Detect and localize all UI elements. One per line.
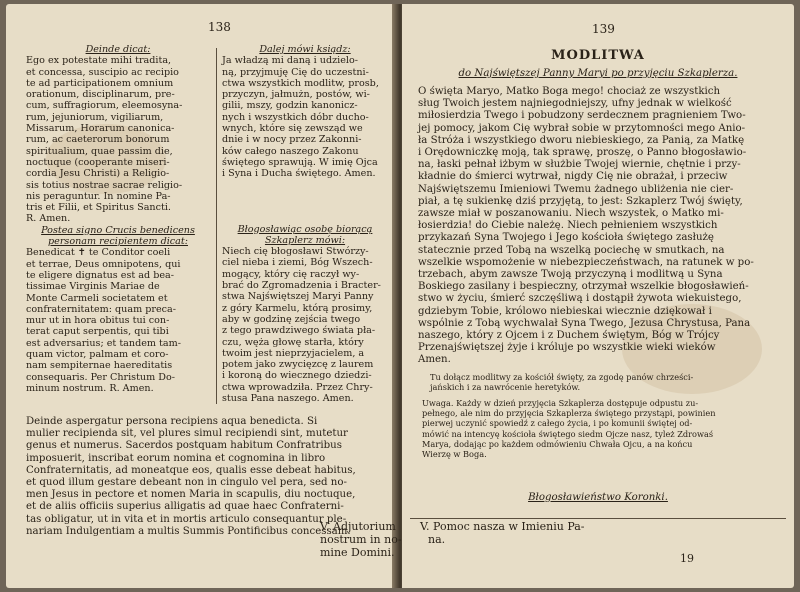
versicle-latin: V. Adjutorium nostrum in no- mine Domini. <box>320 520 402 559</box>
note-1: Tu dołącz modlitwy za kościół święty, za zgodę panów chrześci- jańskich i za nawrócenie heretyków. <box>430 372 694 393</box>
polish-heading-1: Dalej mówi ksiądz: <box>259 44 351 55</box>
prayer-subtitle: do Najświętszej Panny Maryi po przyjęciu Szkaplerza. <box>458 68 738 79</box>
polish-heading-2: Błogosławiąc osobę biorącą Szkaplerz mówi: <box>237 223 373 246</box>
prayer-text: O święta Maryo, Matko Boga mego! chociaż ze wszystkich sług Twoich jestem najniegodniejszy, ufny jednak w wielkość miłosierdzia Twego i pobudzony serdecznem pragnieniem Two- jej pomocy, jakom Cię wybrał sobie w przytomności mego Anio- ła Stróża i wszystkiego dworu niebieskiego, za Panią, za Matkę i Orędowniczkę moją, tak sprawę, proszę, o Panno błogosławio- na, łaski pełnał iżbym w służbie Twojej wiernie, chętnie i przy- kładnie do śmierci wytrwał, nigdy Cię nie obrażał, i przeciw Najświętszemu Imieniowi Twemu żadnego ubliżenia nie cier- piał, a tę sukienkę dziś przyjętą, to jest: Szkaplerz Twój święty, zawsze miał w poszanowaniu. Niech wszystek, o Matko mi- łosierdzia! do Ciebie należę. Niech pełnieniem wszystkich przykazań Syna Twojego i Jego kościoła świętego zasłużę statecznie przed Tobą na wszelką pociechę w smutkach, na wszelkie wspomożenie w niebezpieczeństwach, na ratunek w po- trzebach, abym zawsze Twoją przyczyną i modlitwą u Syna Boskiego zasilany i bespieczny, otrzymał wszelkie błogosławień- stwo w życiu, śmierć szczęśliwą i dostąpił żywota wiekuistego, gdziebym Tobie, królowo niebieskai wiecznie dziękował i wspólnie z Tobą wychwalał Syna Twego, Jezusa Chrystusa, Pana naszego, który z Ojcem i z Duchem świętym, Bóg w Trójcy Przenajświętszej żyje i króluje po wszystkie wieki wieków Amen. <box>418 86 754 366</box>
right-page <box>402 4 794 588</box>
latin-column <box>26 44 210 394</box>
signature-mark: 19 <box>680 552 694 565</box>
note-2: Uwaga. Każdy w dzień przyjęcia Szkaplerza dostępuje odpustu zu- pełnego, ale nim do przyjęcia Szkaplerza świętego przystąpi, powinien pierwej uczynić spowiedź z całego życia, i po komunii świętej od- mówić na intencyę kościoła świętego siedm Ojcze nasz, tyleż Zdrowaś Marya, dodając po każdem odmówieniu Chwała Ojcu, a na końcu Wierzę w Boga. <box>422 398 716 460</box>
versicle-polish: V. Pomoc nasza w Imieniu Pa- na. <box>420 520 585 546</box>
latin-block-2: Benedicat ✝ te Conditor coeli et terrae, Deus omnipotens, qui te eligere dignatus est ad bea- tissimae Virginis Mariae de Monte Carmeli societatem et confraternitatem: quam preca- mur ut in hora obitus tui con- terat caput serpentis, qui tibi est adversarius; et tandem tam- quam victor, palmam et coro- nam sempiternae haereditatis consequaris. Per Christum Do- minum nostrum. R. Amen. <box>26 247 181 394</box>
latin-heading-1: Deinde dicat: <box>85 44 151 55</box>
section-heading: Błogosławieństwo Koronki. <box>528 492 668 503</box>
bottom-paragraph: Deinde aspergatur persona recipiens aqua benedicta. Si mulier recipienda sit, vel plures simul recipiendi sint, mutetur genus et numerus. Sacerdos postquam habitum Confratribus imposuerit, inscribat eorum nomina et cognomina in libro Confraternitatis, ad moneatque eos, qualis esse debeat habitus, et quod illum gestare debeant non in cingulo vel pera, sed no- men Jesus in pectore et nomen Maria in scapulis, diu noctuque, et de aliis officiis superius alligatis ad quae haec Confraterni- tas obligatur, ut in vita et in mortis articulo consequantur ple- nariam Indulgentiam a multis Summis Pontificibus concessam. <box>26 416 356 537</box>
polish-block-2: Niech cię błogosławi Stwórzy- ciel nieba i ziemi, Bóg Wszech- mogący, który cię raczył wy- brać do Zgromadzenia i Bracter- stwa Najświętszej Maryi Panny z góry Karmelu, którą prosimy, aby w godzinę zejścia twego z tego prawdziwego świata pła- czu, węża głowę starła, który twoim jest nieprzyjacielem, a potem jako zwycięzcę z laurem i koroną do wiecznego dziedzi- ctwa wprowadziła. Przez Chry- stusa Pana naszego. Amen. <box>222 246 381 405</box>
section-rule <box>410 518 786 519</box>
prayer-title: MODLITWA <box>551 48 645 63</box>
spacer <box>222 180 388 224</box>
polish-block-1: Ja władzą mi daną i udzielo- ną, przyjmuję Cię do uczestni- ctwa wszystkich modlitw, prosb, przyczyn, jałmużn, postów, wi- gilii, mszy, godzin kanonicz- nych i wszystkich dóbr ducho- wnych, które się zewsząd we dnie i w nocy przez Zakonni- ków całego naszego Zakonu świętego sprawują. W imię Ojca i Syna i Ducha świętego. Amen. <box>222 55 379 180</box>
left-page <box>6 4 398 588</box>
column-divider <box>216 48 217 404</box>
polish-column <box>222 44 388 404</box>
page-number-left: 138 <box>208 20 231 34</box>
latin-heading-2: Postea signo Crucis benedicens personam recipientem dicat: <box>41 224 195 248</box>
latin-block-1: Ego ex potestate mihi tradita, et concessa, suscipio ac recipio te ad participationem omnium orationum, disciplinarum, pre- cum, suffragiorum, eleemosyna- rum, jejuniorum, vigiliarum, Missarum, Horarum canonica- rum, ac caeterorum bonorum spiritualium, quae passim die, noctuque (cooperante miseri- cordia Jesu Christi) a Religio- sis totius nostrae sacrae religio- nis peraguntur. In nomine Pa- tris et Filii, et Spiritus Sancti. R. Amen. <box>26 55 183 225</box>
page-number-right: 139 <box>592 22 615 36</box>
